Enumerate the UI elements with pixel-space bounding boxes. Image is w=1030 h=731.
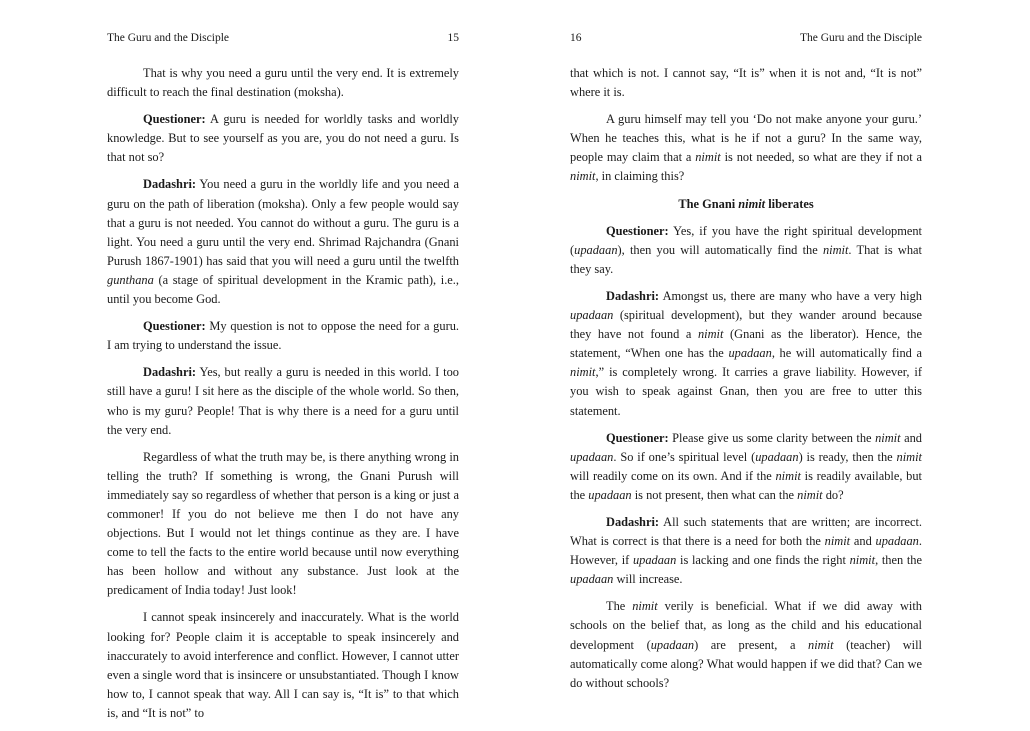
text-run: that which is not. I cannot say, “It is” when it is not and, “It is not” where it is. xyxy=(570,66,922,100)
text-run: My question is not to oppose the need for a guru. I am trying to understand the issue. xyxy=(107,319,459,353)
speaker-label: Questioner: xyxy=(606,430,669,445)
paragraph xyxy=(570,429,922,505)
speaker-label: Dadashri: xyxy=(606,288,660,303)
italic-term: nimit xyxy=(775,468,801,483)
text-run: will increase. xyxy=(613,572,683,587)
text-run: I cannot speak insincerely and inaccurately. What is the world looking for? People claim it is acceptable to speak insincerely and inaccurately to avoid interference and conflict. However, I cannot utter even a single word that is insincere or unsubstantiated. Though I know how to, I cannot speak that way. All I can say is, “It is” to that which is, and “It is not” to xyxy=(107,610,459,720)
text-run: ), then you will automatically find the xyxy=(617,242,823,257)
text-run: ) are present, a xyxy=(694,637,809,652)
text-run: is not present, then what can the xyxy=(631,487,798,502)
text-run: Yes, if you have the right spiritual development ( xyxy=(570,223,922,257)
text-run: do? xyxy=(822,487,844,502)
italic-term: upadaan xyxy=(570,449,614,464)
right-page-body xyxy=(570,64,922,701)
text-run: A guru himself may tell you ‘Do not make anyone your guru.’ When he teaches this, what is he if not a guru? In the same way, people may claim that a xyxy=(570,112,922,165)
italic-term: nimit xyxy=(697,327,724,342)
italic-term: nimit xyxy=(808,637,834,652)
paragraph xyxy=(107,110,459,167)
italic-term: nimit xyxy=(797,487,823,502)
text-run: All such statements that are written; are incorrect. What is correct is that there is a need for both the xyxy=(570,514,922,549)
paragraph xyxy=(570,513,922,589)
text-run: and xyxy=(850,534,876,549)
text-run: , then the xyxy=(875,553,923,568)
italic-term: upadaan xyxy=(875,534,919,549)
speaker-label: Questioner: xyxy=(143,319,206,334)
right-page-number: 16 xyxy=(570,32,582,44)
italic-term: nimit xyxy=(875,430,901,445)
paragraph xyxy=(107,64,459,102)
italic-term: nimit xyxy=(849,553,876,568)
text-run: Yes, but really a guru is needed in this world. I too still have a guru! I sit here as the disciple of the whole world. So then, who is my guru? People! That is why there is a need for a guru until the very end. xyxy=(107,365,459,437)
italic-term: upadaan xyxy=(728,346,772,361)
speaker-label: Dadashri: xyxy=(143,177,197,192)
right-header-title: The Guru and the Disciple xyxy=(800,32,922,44)
text-run: (Gnani as the liberator). Hence, the statement, “When one has the xyxy=(570,327,922,361)
speaker-label: Questioner: xyxy=(143,112,206,127)
left-header-title: The Guru and the Disciple xyxy=(107,32,229,44)
paragraph xyxy=(107,317,459,355)
italic-term: upadaan xyxy=(650,637,695,652)
speaker-label: Dadashri: xyxy=(606,514,660,529)
speaker-label: Dadashri: xyxy=(143,365,197,380)
text-run: (teacher) will automatically come along? What would happen if we did that? Can we do without schools? xyxy=(570,637,922,690)
italic-term: nimit xyxy=(822,242,849,257)
italic-term: upadaan xyxy=(588,487,632,502)
left-page-number: 15 xyxy=(447,32,459,44)
text-run: and xyxy=(900,430,922,445)
text-run: You need a guru in the worldly life and you need a guru on the path of liberation (moksha). Only a few people would say that a guru is not needed. You cannot do without a guru. The guru is a light. You need a guru until the very end. Shrimad Rajchandra (Gnani Purush 1867-1901) has said that you will need a guru until the twelfth xyxy=(107,177,459,268)
italic-term: nimit xyxy=(824,534,851,549)
paragraph xyxy=(107,363,459,439)
text-run: is readily available, but the xyxy=(570,468,922,502)
paragraph xyxy=(107,175,459,309)
paragraph xyxy=(570,64,922,102)
text-run: ,” is completely wrong. It carries a grave liability. However, if you wish to speak against Gnan, then you are free to utter this statement. xyxy=(570,365,922,418)
text-run: , in claiming this? xyxy=(595,169,685,184)
right-page xyxy=(570,0,922,728)
text-run: . However, if xyxy=(570,534,922,568)
paragraph xyxy=(570,222,922,279)
text-run: (spiritual development), but they wander around because they have not found a xyxy=(570,308,922,342)
italic-term: upadaan xyxy=(574,242,618,257)
text-run: is lacking and one finds the right xyxy=(676,553,850,568)
italic-term: upadaan xyxy=(570,308,614,323)
italic-term: upadaan xyxy=(755,449,799,464)
paragraph xyxy=(570,287,922,421)
text-run: , he will automatically find a xyxy=(771,346,922,361)
right-running-head xyxy=(570,30,922,46)
italic-term: upadaan xyxy=(632,553,677,568)
italic-term: nimit xyxy=(896,449,922,464)
text-run: Please give us some clarity between the xyxy=(668,430,876,445)
left-page xyxy=(107,0,459,728)
text-run: (a stage of spiritual development in the Kramic path), i.e., until you become God. xyxy=(107,272,459,307)
italic-term: upadaan xyxy=(570,572,614,587)
text-run: That is why you need a guru until the very end. It is extremely difficult to reach the final destination (moksha). xyxy=(107,66,459,100)
italic-term: nimit xyxy=(738,196,766,211)
left-page-body xyxy=(107,64,459,731)
paragraph xyxy=(107,448,459,601)
text-run: . That is what they say. xyxy=(570,242,922,276)
text-run: Regardless of what the truth may be, is there anything wrong in telling the truth? If something is wrong, the Gnani Purush will immediately say so regardless of whether that person is a king or just a commoner! If you do not believe me then I do not have any objections. But I would not let things continue as they are. I have come to tell the facts to the entire world because until now everything has been hollow and without any substance. Just look at the predicament of India today! Just look! xyxy=(107,449,459,598)
paragraph xyxy=(107,608,459,723)
text-run: A guru is needed for worldly tasks and worldly knowledge. But to see yourself as you are, you do not need a guru. Is that not so? xyxy=(107,112,459,165)
left-running-head xyxy=(107,30,459,46)
text-run: The Gnani xyxy=(678,196,739,211)
text-run: . So if one’s spiritual level ( xyxy=(613,449,756,464)
text-run: The xyxy=(606,599,633,614)
italic-term: gunthana xyxy=(107,272,154,287)
paragraph xyxy=(570,110,922,186)
section-heading xyxy=(570,195,922,214)
text-run: verily is beneficial. What if we did away with schools on the belief that, as long as the child and his educational development ( xyxy=(570,599,922,652)
paragraph xyxy=(570,597,922,692)
text-run: will readily come on its own. And if the xyxy=(570,468,776,483)
italic-term: nimit xyxy=(695,150,721,165)
italic-term: nimit xyxy=(570,169,596,184)
italic-term: nimit xyxy=(632,599,658,614)
text-run: ) is ready, then the xyxy=(798,449,897,464)
speaker-label: Questioner: xyxy=(606,223,669,238)
italic-term: nimit xyxy=(570,365,596,380)
text-run: liberates xyxy=(765,196,814,211)
text-run: Amongst us, there are many who have a very high xyxy=(659,288,922,303)
text-run: is not needed, so what are they if not a xyxy=(720,150,922,165)
